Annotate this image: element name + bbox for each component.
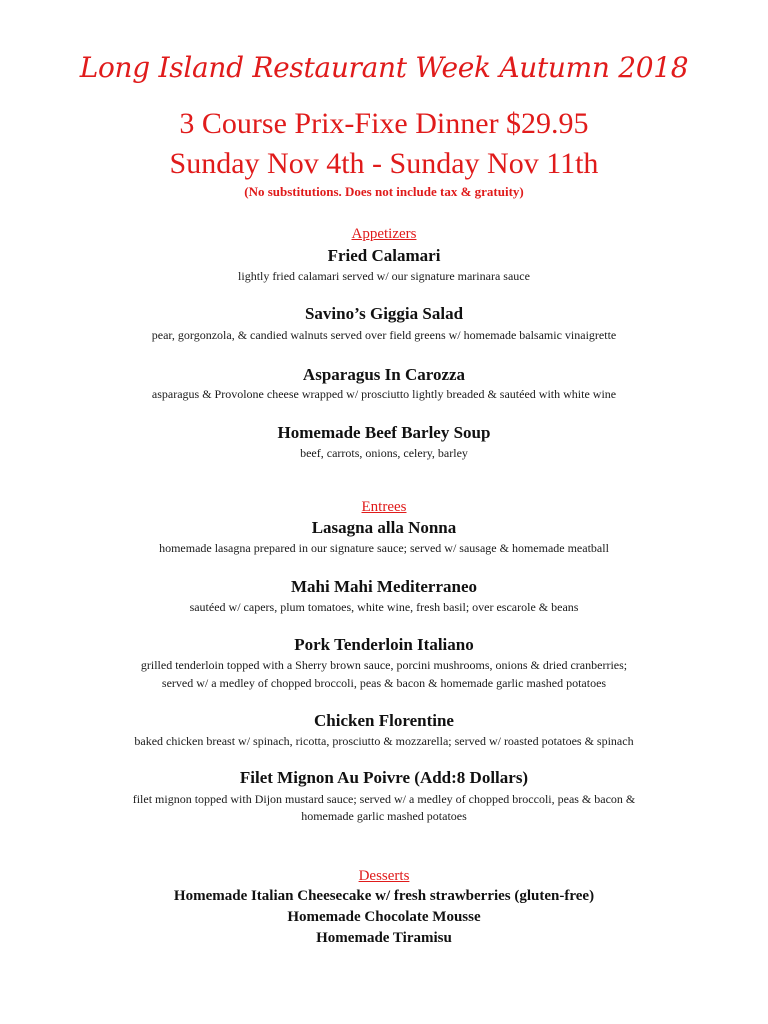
entree-name: Chicken Florentine <box>314 711 454 730</box>
disclaimer: (No substitutions. Does not include tax & gratuity) <box>244 184 524 199</box>
entree-desc: served w/ a medley of chopped broccoli, peas & bacon & homemade garlic mashed potatoes <box>161 676 607 690</box>
entree-name: Mahi Mahi Mediterraneo <box>290 577 477 596</box>
entree-name: Lasagna alla Nonna <box>311 518 457 537</box>
dessert-item: Homemade Tiramisu <box>316 930 452 946</box>
appetizer-desc: beef, carrots, onions, celery, barley <box>300 446 468 460</box>
appetizer-desc: asparagus & Provolone cheese wrapped w/ prosciutto lightly breaded & sautéed with white wine <box>151 387 617 401</box>
entree-desc: grilled tenderloin topped with a Sherry brown sauce, porcini mushrooms, onions & dried cranberries; <box>140 658 628 672</box>
appetizer-name: Savino’s Giggia Salad <box>304 304 464 323</box>
prix-fixe-headline: 3 Course Prix-Fixe Dinner $29.95 <box>179 107 589 140</box>
appetizer-name: Homemade Beef Barley Soup <box>277 423 491 442</box>
entrees-heading: Entrees <box>361 499 407 515</box>
desserts-heading: Desserts <box>358 868 410 884</box>
dessert-item: Homemade Italian Cheesecake w/ fresh strawberries (gluten-free) <box>173 888 595 904</box>
date-range-headline: Sunday Nov 4th - Sunday Nov 11th <box>169 147 599 180</box>
entree-desc: homemade lasagna prepared in our signature sauce; served w/ sausage & homemade meatball <box>159 541 609 555</box>
entree-desc: baked chicken breast w/ spinach, ricotta, prosciutto & mozzarella; served w/ roasted potatoes & spinach <box>134 734 634 748</box>
appetizers-heading: Appetizers <box>351 226 417 242</box>
event-title: Long Island Restaurant Week Autumn 2018 <box>79 51 689 84</box>
appetizer-name: Asparagus In Carozza <box>302 365 466 384</box>
entree-name: Filet Mignon Au Poivre (Add:8 Dollars) <box>239 768 529 787</box>
entree-desc: filet mignon topped with Dijon mustard sauce; served w/ a medley of chopped broccoli, peas & bacon & <box>132 792 636 806</box>
appetizer-name: Fried Calamari <box>327 246 441 265</box>
appetizer-desc: lightly fried calamari served w/ our signature marinara sauce <box>238 269 530 283</box>
entree-desc: sautéed w/ capers, plum tomatoes, white wine, fresh basil; over escarole & beans <box>189 600 579 614</box>
appetizer-desc: pear, gorgonzola, & candied walnuts served over field greens w/ homemade balsamic vinaigrette <box>151 328 617 342</box>
entree-name: Pork Tenderloin Italiano <box>294 635 474 654</box>
dessert-item: Homemade Chocolate Mousse <box>287 909 481 925</box>
entree-desc: homemade garlic mashed potatoes <box>301 809 467 823</box>
